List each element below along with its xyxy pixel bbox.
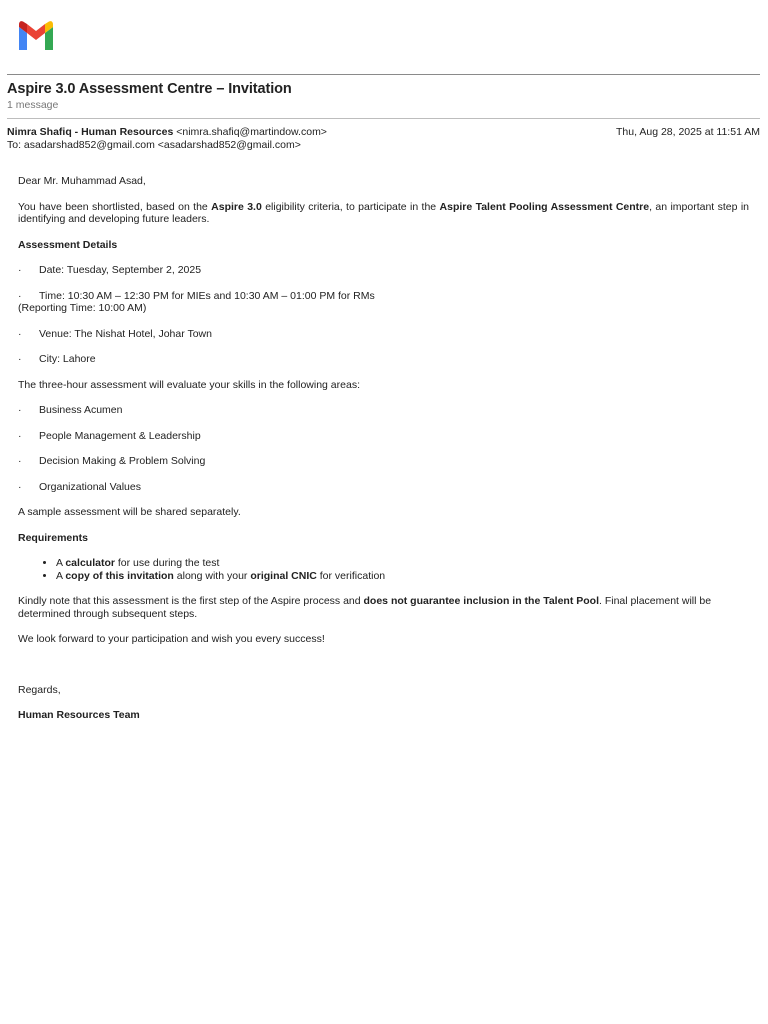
kindly-bold: does not guarantee inclusion in the Talent Pool [363,595,600,607]
kindly-text: . Final placement will be determined through subsequent steps. [18,595,712,620]
details-heading: Assessment Details [18,238,118,251]
area-text: Decision Making & Problem Solving [39,455,206,467]
intro-bold-program: Aspire 3.0 [211,200,262,213]
sender-line [7,126,327,138]
intro-text: eligibility criteria, to participate in the [261,200,440,213]
bullet-icon: · [18,480,22,493]
signature: Human Resources Team [18,709,140,721]
req-bold: original CNIC [250,569,317,582]
subject-divider [7,118,760,119]
detail-item-venue [18,328,749,341]
area-item [18,430,749,443]
detail-text: City: Lahore [39,353,96,365]
intro-text: , an important step in identifying and developing future leaders. [18,200,749,225]
detail-item-date [18,264,749,277]
req-text: for verification [316,569,386,582]
intro-bold-centre: Aspire Talent Pooling Assessment Centre [439,200,650,213]
bullet-icon: · [18,404,22,416]
sender-name: Nimra Shafiq - Human Resources [7,126,174,138]
area-text: People Management & Leadership [39,429,201,442]
detail-item-city [18,353,749,366]
intro-paragraph [18,201,749,226]
requirement-item-calculator [56,557,749,570]
req-text: for use during the test [114,557,220,569]
area-text: Organizational Values [39,480,141,493]
area-item [18,481,749,494]
email-date: Thu, Aug 28, 2025 at 11:51 AM [616,126,760,138]
recipient-line: To: asadarshad852@gmail.com <asadarshad852@gmail.com> [7,139,301,151]
intro-text: You have been shortlisted, based on the [18,200,212,213]
detail-text: Date: Tuesday, September 2, 2025 [39,264,202,276]
kindly-note [18,595,749,620]
area-text: Business Acumen [39,404,123,416]
bullet-icon: · [18,327,22,340]
regards: Regards, [18,683,61,696]
req-bold: copy of this invitation [65,569,174,582]
reporting-time: (Reporting Time: 10:00 AM) [18,302,147,314]
bullet-icon: · [18,455,22,467]
detail-text: Time: 10:30 AM – 12:30 PM for MIEs and 10:30 AM – 01:00 PM for RMs [39,289,375,302]
bullet-icon: · [18,264,22,276]
bullet-icon: · [18,353,22,365]
email-subject: Aspire 3.0 Assessment Centre – Invitation [7,81,292,97]
gmail-logo-icon [16,20,56,52]
bullet-icon: · [18,429,22,442]
area-item [18,404,749,417]
sender-email: <nimra.shafiq@martindow.com> [176,126,327,138]
req-text: A [56,569,66,582]
detail-text: Venue: The Nishat Hotel, Johar Town [39,327,212,340]
closing-wish: We look forward to your participation and wish you every success! [18,633,325,645]
message-count: 1 message [7,99,59,111]
req-text: A [56,557,66,569]
requirements-list [18,557,749,582]
requirement-item-documents [56,570,749,583]
requirements-heading: Requirements [18,531,89,544]
req-bold: calculator [65,557,115,569]
detail-item-time [18,290,749,303]
email-body [18,175,749,722]
bullet-icon: · [18,289,22,302]
greeting: Dear Mr. Muhammad Asad, [18,175,146,187]
kindly-text: Kindly note that this assessment is the first step of the Aspire process and [18,595,364,607]
areas-intro: The three-hour assessment will evaluate your skills in the following areas: [18,378,360,391]
sample-note: A sample assessment will be shared separately. [18,506,241,518]
area-item [18,455,749,468]
req-text: along with your [173,569,251,582]
header-divider [7,74,760,75]
